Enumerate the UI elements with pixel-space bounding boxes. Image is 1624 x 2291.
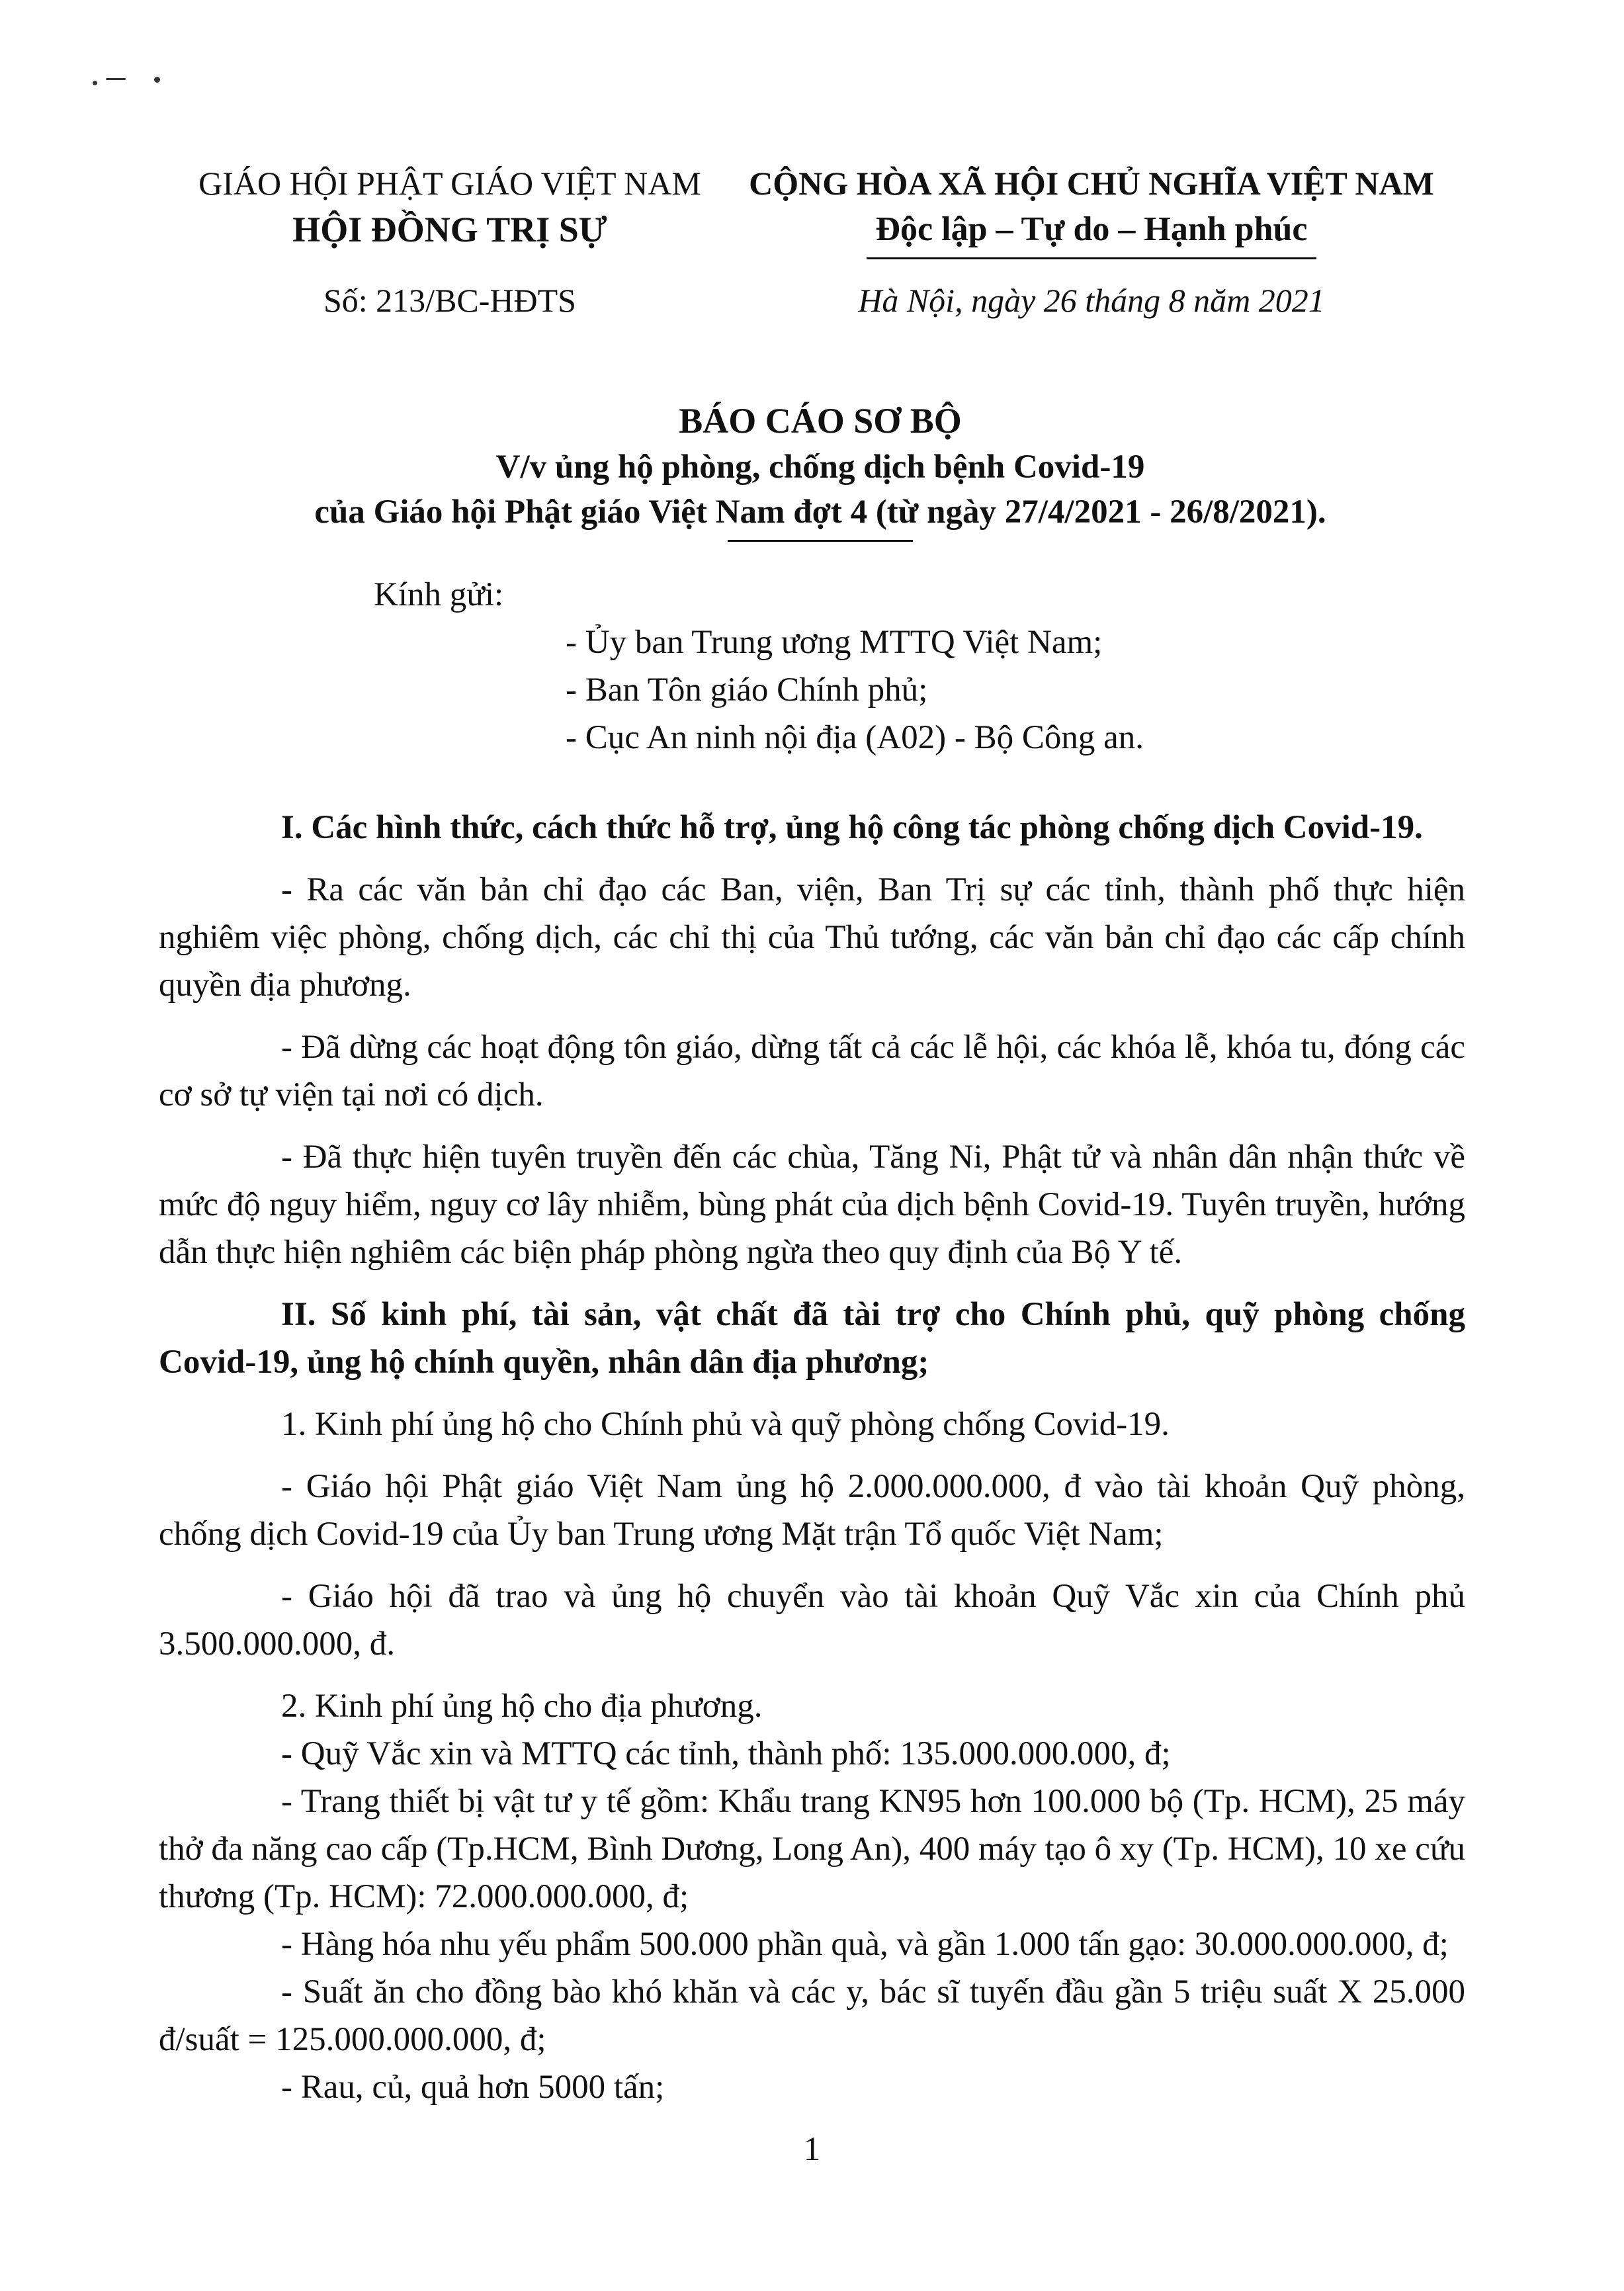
- document-title: [119, 397, 1521, 542]
- date-line: Hà Nội, ngày 26 tháng 8 năm 2021: [858, 282, 1325, 319]
- title-main: BÁO CÁO SƠ BỘ: [679, 401, 962, 441]
- scan-speck: [106, 78, 126, 80]
- council-name: HỘI ĐỒNG TRỊ SỰ: [292, 210, 607, 249]
- paragraph: - Đã dừng các hoạt động tôn giáo, dừng tất cả các lễ hội, các khóa lễ, khóa tu, đóng các cơ sở tự viện tại nơi có dịch.: [159, 1029, 1465, 1113]
- document-number: Số: 213/BC-HĐTS: [323, 282, 576, 319]
- paragraph: - Ra các văn bản chỉ đạo các Ban, viện, Ban Trị sự các tỉnh, thành phố thực hiện nghiêm việc phòng, chống dịch, các chỉ thị của Thủ tướng, các văn bản chỉ đạo các cấp chính quyền địa phương.: [159, 871, 1465, 1004]
- page-number: 1: [803, 2131, 821, 2168]
- scan-speck: [93, 81, 97, 85]
- recipient-item: - Cục An ninh nội địa (A02) - Bộ Công an.: [566, 719, 1144, 756]
- title-underline: [728, 540, 913, 542]
- title-scope: của Giáo hội Phật giáo Việt Nam đợt 4 (từ ngày 27/4/2021 - 26/8/2021).: [314, 494, 1326, 531]
- motto-underline: [867, 257, 1316, 259]
- title-subject: V/v ủng hộ phòng, chống dịch bệnh Covid-19: [495, 449, 1145, 486]
- paragraph: - Giáo hội đã trao và ủng hộ chuyển vào tài khoản Quỹ Vắc xin của Chính phủ 3.500.000.000, đ.: [159, 1578, 1465, 1663]
- republic-name: CỘNG HÒA XÃ HỘI CHỦ NGHĨA VIỆT NAM: [749, 165, 1434, 202]
- subsection-1-heading: 1. Kinh phí ủng hộ cho Chính phủ và quỹ phòng chống Covid-19.: [281, 1406, 1170, 1443]
- section-2-heading: II. Số kinh phí, tài sản, vật chất đã tài trợ cho Chính phủ, quỹ phòng chống Covid-19, ủng hộ chính quyền, nhân dân địa phương;: [159, 1296, 1465, 1381]
- recipients-label: Kính gửi:: [374, 576, 504, 613]
- section-1-heading: I. Các hình thức, cách thức hỗ trợ, ủng hộ công tác phòng chống dịch Covid-19.: [281, 809, 1423, 846]
- paragraph: - Trang thiết bị vật tư y tế gồm: Khẩu trang KN95 hơn 100.000 bộ (Tp. HCM), 25 máy thở đa năng cao cấp (Tp.HCM, Bình Dương, Long An), 400 máy tạo ô xy (Tp. HCM), 10 xe cứu thương (Tp. HCM): 72.000.000.000, đ;: [159, 1783, 1465, 1915]
- organization-name: GIÁO HỘI PHẬT GIÁO VIỆT NAM: [198, 165, 701, 202]
- recipients-list: [566, 619, 1144, 761]
- paragraph: - Đã thực hiện tuyên truyền đến các chùa, Tăng Ni, Phật tử và nhân dân nhận thức về mức độ nguy hiểm, nguy cơ lây nhiễm, bùng phát của dịch bệnh Covid-19. Tuyên truyền, hướng dẫn thực hiện nghiêm các biện pháp phòng ngừa theo quy định của Bộ Y tế.: [159, 1139, 1465, 1271]
- paragraph: - Hàng hóa nhu yếu phẩm 500.000 phần quà, và gần 1.000 tấn gạo: 30.000.000.000, đ;: [281, 1926, 1449, 1963]
- recipient-item: - Ban Tôn giáo Chính phủ;: [566, 671, 928, 709]
- subsection-2-heading: 2. Kinh phí ủng hộ cho địa phương.: [281, 1688, 763, 1725]
- national-header: [728, 162, 1455, 259]
- scan-speck: [154, 77, 160, 83]
- national-motto: Độc lập – Tự do – Hạnh phúc: [875, 210, 1308, 248]
- recipient-item: - Ủy ban Trung ương MTTQ Việt Nam;: [566, 624, 1103, 661]
- paragraph: - Rau, củ, quả hơn 5000 tấn;: [281, 2069, 665, 2106]
- document-body: [159, 804, 1465, 2111]
- paragraph: - Suất ăn cho đồng bào khó khăn và các y, bác sĩ tuyến đầu gần 5 triệu suất X 25.000 đ/suất = 125.000.000.000, đ;: [159, 1973, 1465, 2058]
- paragraph: - Quỹ Vắc xin và MTTQ các tỉnh, thành phố: 135.000.000.000, đ;: [281, 1735, 1171, 1772]
- paragraph: - Giáo hội Phật giáo Việt Nam ủng hộ 2.000.000.000, đ vào tài khoản Quỹ phòng, chống dịch Covid-19 của Ủy ban Trung ương Mặt trận Tổ quốc Việt Nam;: [159, 1468, 1465, 1553]
- issuer-header: [172, 162, 728, 255]
